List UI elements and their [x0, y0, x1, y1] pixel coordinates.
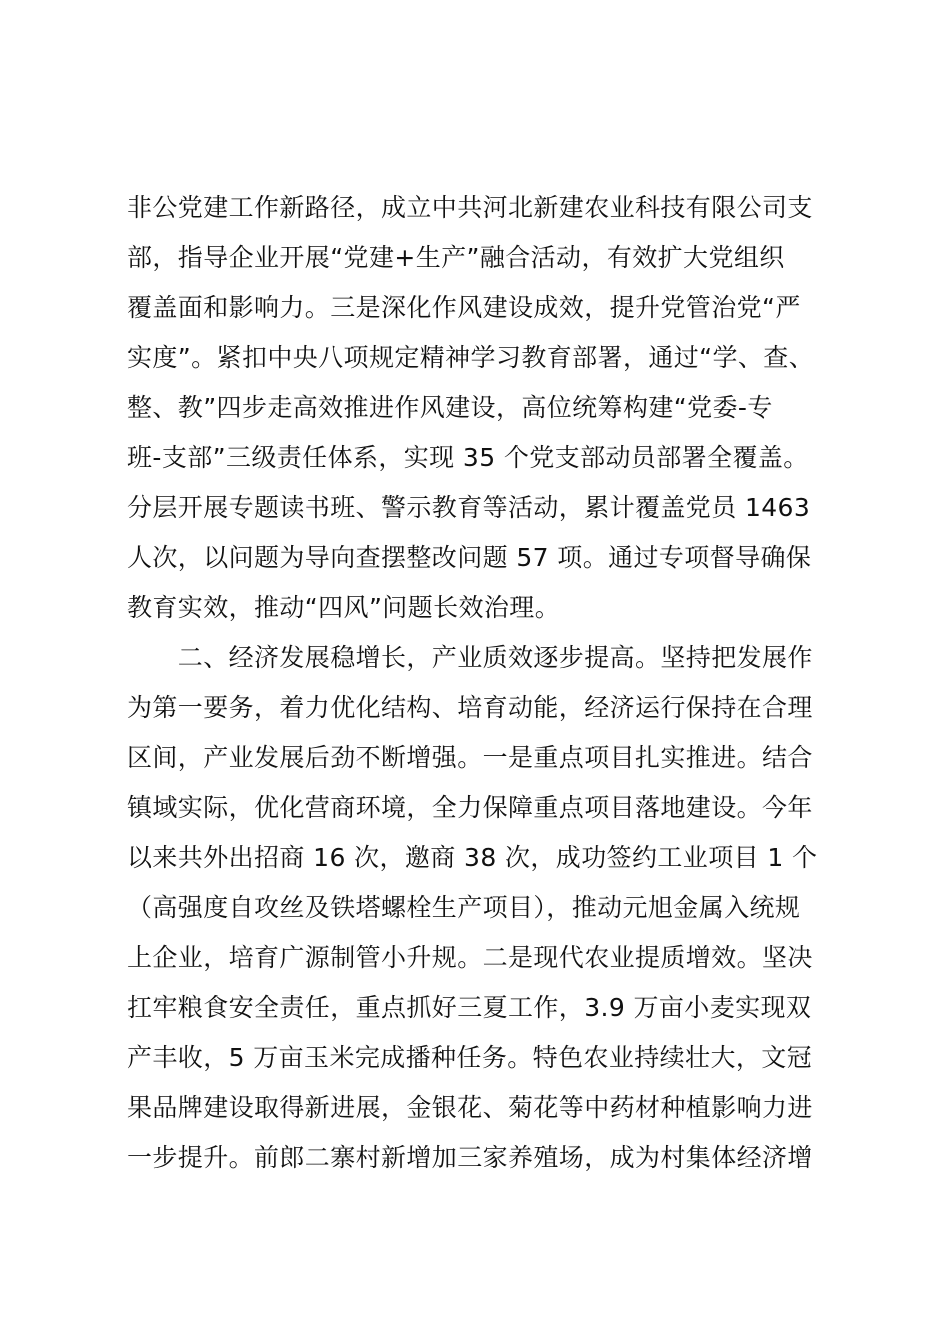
text-line: 上企业，培育广源制管小升规。二是现代农业提质增效。坚决: [127, 943, 813, 972]
text-line: 班-支部”三级责任体系，实现 35 个党支部动员部署全覆盖。: [127, 443, 809, 472]
text-line: 实度”。紧扣中央八项规定精神学习教育部署，通过“学、查、: [127, 343, 815, 372]
text-line: 镇域实际，优化营商环境，全力保障重点项目落地建设。今年: [127, 793, 813, 822]
text-line: 部，指导企业开展“党建+生产”融合活动，有效扩大党组织: [127, 243, 785, 272]
paragraph-economic-development: [127, 633, 837, 1183]
text-line: 扛牢粮食安全责任，重点抓好三夏工作，3.9 万亩小麦实现双: [127, 993, 812, 1022]
document-body: [127, 183, 837, 1183]
text-line: 人次，以问题为导向查摆整改问题 57 项。通过专项督导确保: [127, 543, 812, 572]
text-line: 为第一要务，着力优化结构、培育动能，经济运行保持在合理: [127, 693, 813, 722]
text-line: （高强度自攻丝及铁塔螺栓生产项目），推动元旭金属入统规: [127, 893, 801, 922]
text-line: 以来共外出招商 16 次，邀商 38 次，成功签约工业项目 1 个: [127, 843, 818, 872]
text-line: 整、教”四步走高效推进作风建设，高位统筹构建“党委-专: [127, 393, 773, 422]
text-line: 产丰收，5 万亩玉米完成播种任务。特色农业持续壮大，文冠: [127, 1043, 813, 1072]
text-line: 区间，产业发展后劲不断增强。一是重点项目扎实推进。结合: [127, 743, 813, 772]
text-line: 非公党建工作新路径，成立中共河北新建农业科技有限公司支: [127, 193, 813, 222]
text-line: 分层开展专题读书班、警示教育等活动，累计覆盖党员 1463: [127, 493, 811, 522]
text-line: 覆盖面和影响力。三是深化作风建设成效，提升党管治党“严: [127, 293, 801, 322]
text-line: 二、经济发展稳增长，产业质效逐步提高。坚持把发展作: [127, 643, 813, 672]
text-line: 一步提升。前郎二寨村新增加三家养殖场，成为村集体经济增: [127, 1143, 813, 1172]
text-line: 果品牌建设取得新进展，金银花、菊花等中药材种植影响力进: [127, 1093, 813, 1122]
paragraph-party-building: [127, 183, 837, 633]
text-line: 教育实效，推动“四风”问题长效治理。: [127, 593, 561, 622]
